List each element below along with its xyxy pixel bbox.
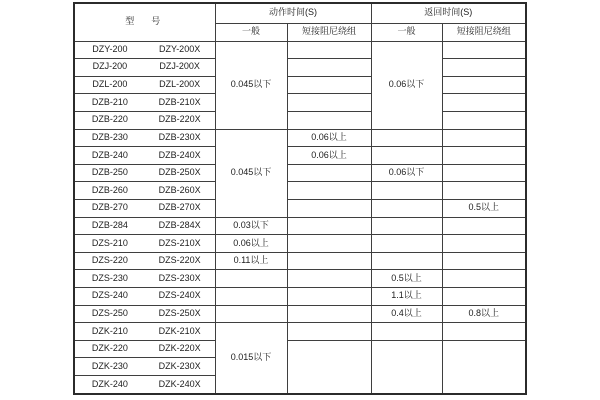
model-pair <box>75 45 215 55</box>
cell-return-damped <box>442 94 526 112</box>
cell-action-general: 0.045以下 <box>215 41 287 129</box>
table-row <box>74 129 526 147</box>
model-pair <box>75 221 215 231</box>
header-model-label: 型 号 <box>125 16 165 27</box>
cell-action-general: 0.045以下 <box>215 129 287 217</box>
table-row <box>74 340 526 358</box>
model-label: DZK-240 <box>91 378 128 389</box>
cell-return-damped <box>442 323 526 341</box>
cell-action-damped: 0.06以上 <box>287 147 371 165</box>
cell-action-damped <box>287 76 371 94</box>
cell-action-damped <box>287 59 371 77</box>
model-cell <box>74 376 215 394</box>
model-cell <box>74 270 215 288</box>
model-pair <box>75 203 215 213</box>
header-model <box>74 3 215 41</box>
header-return-damped: 短接阻尼绕组 <box>442 23 526 41</box>
cell-return-damped <box>442 41 526 59</box>
model-pair <box>75 309 215 319</box>
cell-action-general <box>215 270 287 288</box>
model-cell <box>74 358 215 376</box>
model-pair <box>75 380 215 390</box>
cell-return-damped <box>442 76 526 94</box>
table-row <box>74 252 526 270</box>
cell-return-general <box>371 217 442 235</box>
cell-action-damped <box>287 235 371 253</box>
model-label: DZK-210X <box>158 325 201 336</box>
model-cell <box>74 340 215 358</box>
model-cell <box>74 59 215 77</box>
model-cell <box>74 235 215 253</box>
table-row <box>74 111 526 129</box>
cell-return-general <box>371 323 442 341</box>
model-cell <box>74 252 215 270</box>
model-label: DZS-210 <box>91 237 128 248</box>
cell-return-damped <box>442 252 526 270</box>
model-label: DZK-240X <box>158 378 201 389</box>
table-header <box>74 3 526 41</box>
cell-return-damped <box>442 182 526 200</box>
model-label: DZS-230X <box>158 272 201 283</box>
model-label: DZS-250 <box>91 308 128 318</box>
model-label: DZB-240 <box>91 149 128 160</box>
cell-return-damped <box>442 340 526 394</box>
model-pair <box>75 186 215 196</box>
cell-action-general: 0.06以上 <box>215 235 287 253</box>
cell-return-general <box>371 182 442 200</box>
model-pair <box>75 327 215 337</box>
model-cell <box>74 199 215 217</box>
table-row <box>74 199 526 217</box>
cell-action-damped <box>287 199 371 217</box>
model-cell <box>74 76 215 94</box>
header-return-time-group: 返回时间(S) <box>371 3 526 23</box>
table-row <box>74 41 526 59</box>
cell-action-general: 0.03以下 <box>215 217 287 235</box>
cell-action-general <box>215 288 287 306</box>
model-label: DZB-270X <box>158 202 201 213</box>
cell-return-damped <box>442 147 526 165</box>
cell-return-damped <box>442 288 526 306</box>
model-label: DZB-230X <box>158 131 201 142</box>
table-row <box>74 147 526 165</box>
model-label: DZK-230 <box>91 360 128 371</box>
header-action-damped: 短接阻尼绕组 <box>287 23 371 41</box>
cell-return-general: 0.5以上 <box>371 270 442 288</box>
cell-action-damped <box>287 288 371 306</box>
cell-return-damped <box>442 217 526 235</box>
cell-action-damped <box>287 41 371 59</box>
model-cell <box>74 164 215 182</box>
cell-return-damped <box>442 129 526 147</box>
model-cell <box>74 288 215 306</box>
cell-action-general: 0.11以上 <box>215 252 287 270</box>
model-label: DZB-220 <box>91 114 128 125</box>
model-label: DZK-220 <box>91 343 128 354</box>
cell-return-general: 0.4以上 <box>371 305 442 323</box>
cell-action-damped <box>287 270 371 288</box>
model-pair <box>75 344 215 354</box>
table-body <box>74 41 526 394</box>
table-row <box>74 164 526 182</box>
model-label: DZL-200 <box>92 79 128 90</box>
model-label: DZB-230 <box>91 131 128 142</box>
model-label: DZJ-200 <box>92 61 128 72</box>
model-label: DZB-284 <box>91 219 128 230</box>
cell-action-damped <box>287 182 371 200</box>
cell-return-general <box>371 199 442 217</box>
model-label: DZK-220X <box>158 343 201 354</box>
model-cell <box>74 129 215 147</box>
model-pair <box>75 115 215 125</box>
cell-return-damped <box>442 270 526 288</box>
model-label: DZB-240X <box>158 149 201 160</box>
model-label: DZY-200 <box>92 43 128 54</box>
model-label: DZK-230X <box>158 360 201 371</box>
model-pair <box>75 274 215 284</box>
cell-return-general <box>371 235 442 253</box>
model-pair <box>75 80 215 90</box>
model-pair <box>75 239 215 249</box>
model-pair <box>75 256 215 266</box>
header-action-time-group: 动作时间(S) <box>215 3 371 23</box>
cell-action-damped <box>287 305 371 323</box>
model-label: DZB-210X <box>158 96 201 107</box>
cell-return-general <box>371 147 442 165</box>
model-label: DZY-200X <box>159 43 201 54</box>
model-label: DZB-220X <box>158 114 201 125</box>
relay-timing-spec-table <box>73 2 527 395</box>
cell-return-damped <box>442 59 526 77</box>
model-label: DZS-210X <box>158 237 201 248</box>
model-cell <box>74 323 215 341</box>
model-label: DZB-210 <box>91 96 128 107</box>
model-cell <box>74 217 215 235</box>
cell-action-damped: 0.06以上 <box>287 129 371 147</box>
table-row <box>74 270 526 288</box>
cell-return-damped <box>442 235 526 253</box>
model-label: DZS-220X <box>158 255 201 266</box>
table-row <box>74 323 526 341</box>
cell-return-damped: 0.5以上 <box>442 199 526 217</box>
cell-action-damped <box>287 252 371 270</box>
cell-action-general: 0.015以下 <box>215 323 287 394</box>
model-label: DZB-284X <box>158 219 201 230</box>
header-action-general: 一般 <box>215 23 287 41</box>
cell-return-damped <box>442 111 526 129</box>
cell-return-general: 0.06以下 <box>371 41 442 129</box>
cell-action-damped <box>287 217 371 235</box>
cell-action-damped <box>287 164 371 182</box>
model-pair <box>75 291 215 301</box>
model-pair <box>75 133 215 143</box>
model-label: DZK-210 <box>91 325 128 336</box>
model-cell <box>74 147 215 165</box>
cell-return-general <box>371 129 442 147</box>
table-row <box>74 305 526 323</box>
table-row <box>74 288 526 306</box>
model-label: DZB-270 <box>91 202 128 213</box>
model-pair <box>75 151 215 161</box>
model-cell <box>74 111 215 129</box>
cell-action-damped <box>287 340 371 394</box>
cell-return-general: 1.1以上 <box>371 288 442 306</box>
table-row <box>74 217 526 235</box>
model-label: DZB-250 <box>91 167 128 178</box>
model-label: DZL-200X <box>159 79 201 90</box>
cell-action-damped <box>287 111 371 129</box>
cell-action-general <box>215 305 287 323</box>
model-cell <box>74 305 215 323</box>
model-label: DZS-220 <box>91 255 128 266</box>
model-label: DZS-240 <box>91 290 128 301</box>
header-row-groups <box>74 3 526 23</box>
cell-return-general <box>371 340 442 394</box>
model-label: DZB-260 <box>91 184 128 195</box>
model-label: DZS-230 <box>91 272 128 283</box>
cell-action-damped <box>287 94 371 112</box>
model-pair <box>75 62 215 72</box>
model-cell <box>74 182 215 200</box>
model-pair <box>75 362 215 372</box>
cell-return-general <box>371 252 442 270</box>
table-row <box>74 76 526 94</box>
model-label: DZJ-200X <box>159 61 200 72</box>
table-row <box>74 94 526 112</box>
model-cell <box>74 41 215 59</box>
cell-return-general: 0.06以下 <box>371 164 442 182</box>
model-cell <box>74 94 215 112</box>
model-pair <box>75 98 215 108</box>
table-row <box>74 235 526 253</box>
model-pair <box>75 168 215 178</box>
model-label: DZS-240X <box>158 290 201 301</box>
table-row <box>74 59 526 77</box>
model-label: DZB-250X <box>158 167 201 178</box>
table-row <box>74 182 526 200</box>
cell-return-damped: 0.8以上 <box>442 305 526 323</box>
model-label: DZB-260X <box>158 184 201 195</box>
cell-action-damped <box>287 323 371 341</box>
model-label: DZS-250X <box>158 308 201 318</box>
header-return-general: 一般 <box>371 23 442 41</box>
cell-return-damped <box>442 164 526 182</box>
